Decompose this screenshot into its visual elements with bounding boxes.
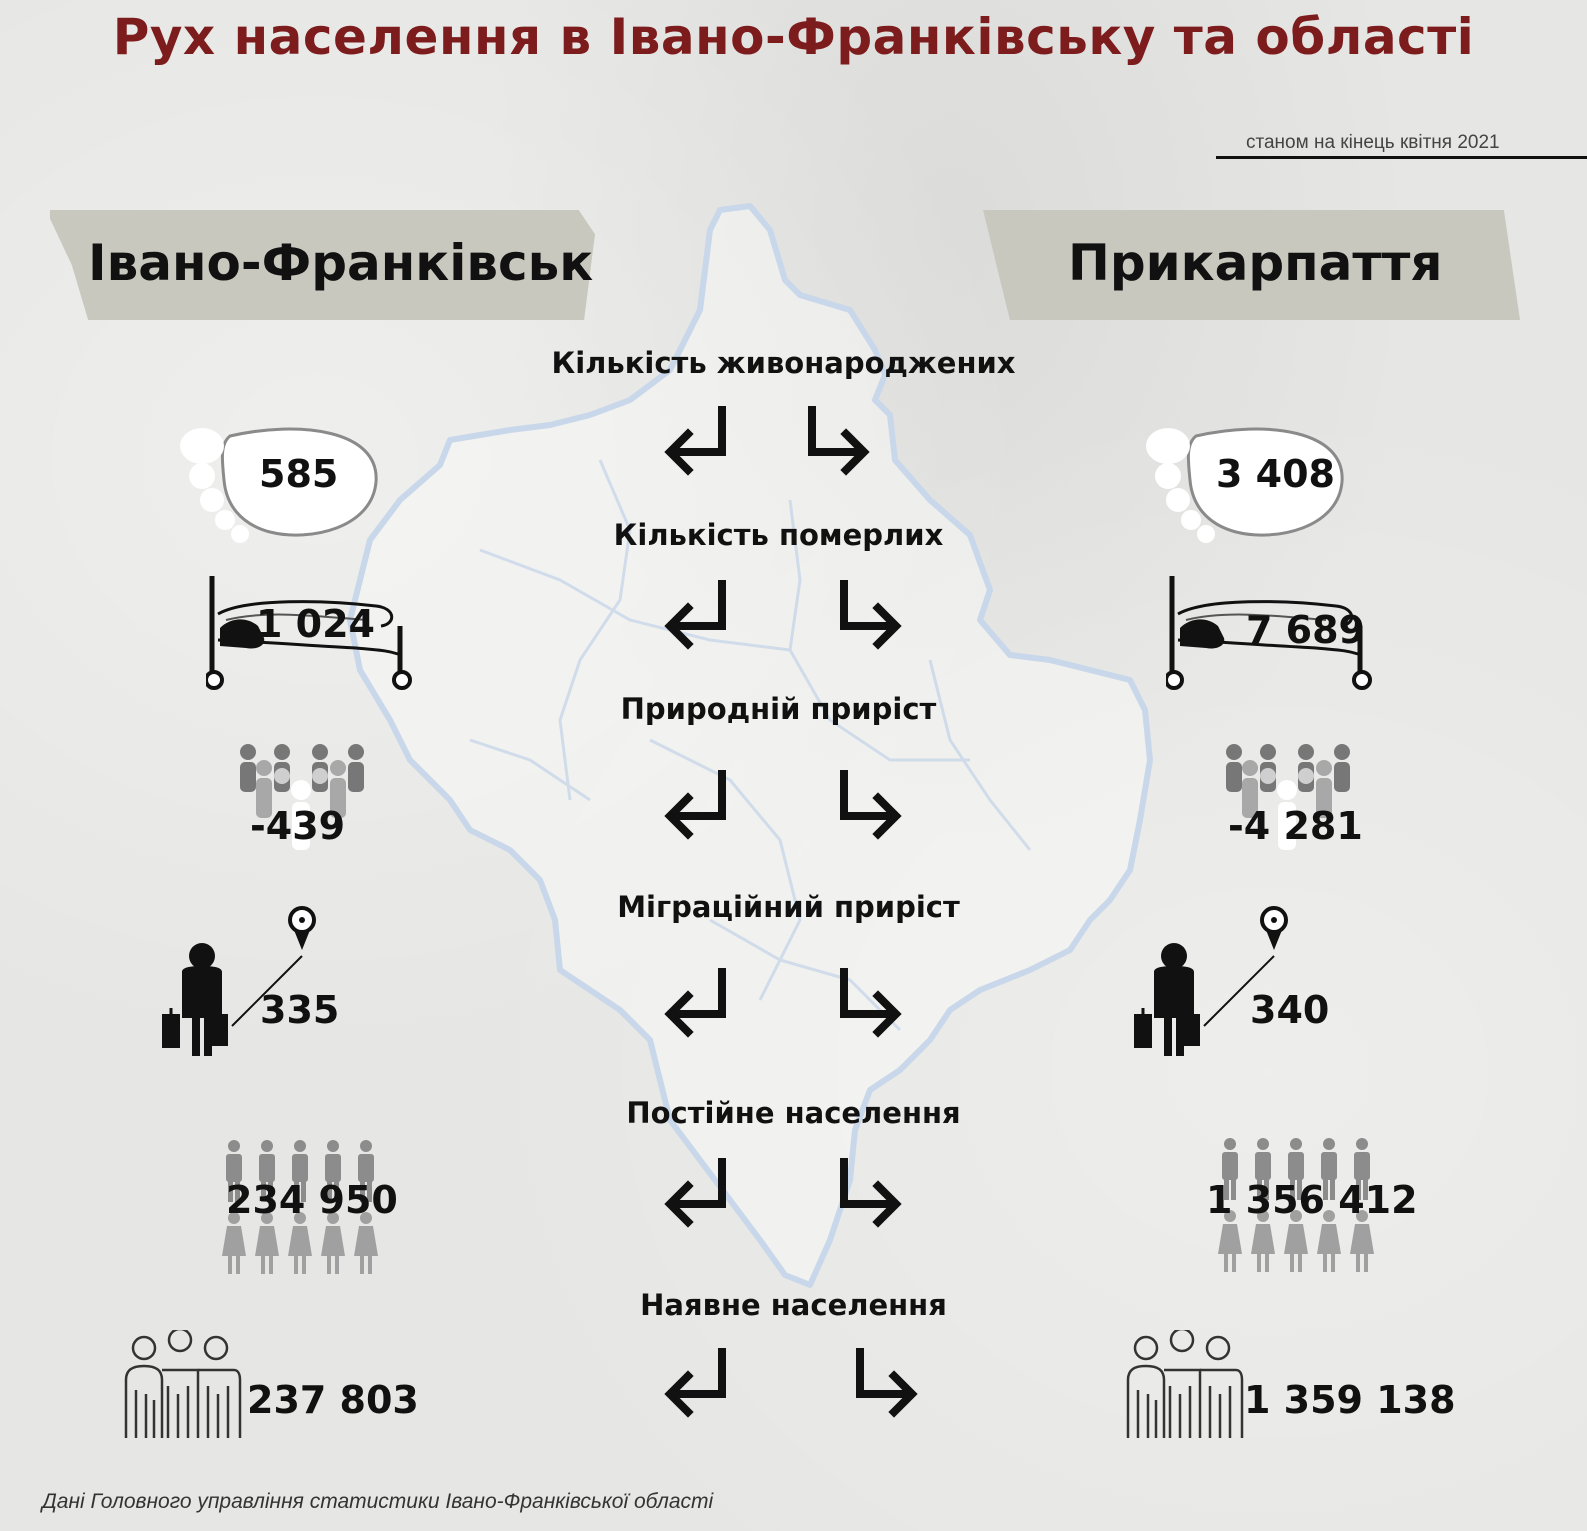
arrow-left-icon — [664, 404, 734, 476]
arrow-left-icon — [664, 578, 734, 650]
column-header-right: Прикарпаття — [1068, 234, 1443, 292]
family-icon — [1124, 1330, 1248, 1446]
traveler-icon — [162, 906, 322, 1066]
metric-label-births: Кількість живонароджених — [551, 346, 1016, 380]
arrow-left-icon — [664, 1346, 734, 1418]
metric-label-natural-growth: Природній приріст — [620, 692, 937, 726]
value-right-permanent-population: 1 356 412 — [1206, 1178, 1418, 1222]
metric-label-present-population: Наявне населення — [640, 1288, 947, 1322]
arrow-right-icon — [840, 768, 910, 840]
source-note: Дані Головного управління статистики Івано-Франківської області — [42, 1490, 714, 1513]
value-left-migration-growth: 335 — [260, 988, 340, 1032]
date-note: станом на кінець квітня 2021 — [1246, 132, 1500, 153]
value-right-natural-growth: -4 281 — [1228, 804, 1363, 848]
arrow-right-icon — [808, 404, 878, 476]
value-right-deaths: 7 689 — [1246, 608, 1365, 652]
family-icon — [122, 1330, 246, 1446]
arrow-left-icon — [664, 1156, 734, 1228]
column-header-left: Івано-Франківськ — [88, 234, 594, 292]
arrow-left-icon — [664, 966, 734, 1038]
value-left-present-population: 237 803 — [247, 1378, 419, 1422]
date-underline — [1216, 156, 1587, 159]
value-left-permanent-population: 234 950 — [226, 1178, 398, 1222]
arrow-right-icon — [840, 1156, 910, 1228]
page-title: Рух населення в Івано-Франківську та області — [112, 8, 1475, 66]
traveler-icon — [1134, 906, 1294, 1066]
value-right-migration-growth: 340 — [1250, 988, 1330, 1032]
metric-label-migration-growth: Міграційний приріст — [617, 890, 960, 924]
arrow-right-icon — [840, 578, 910, 650]
value-left-deaths: 1 024 — [256, 602, 375, 646]
metric-label-permanent-population: Постійне населення — [626, 1096, 961, 1130]
arrow-right-icon — [856, 1346, 926, 1418]
arrow-right-icon — [840, 966, 910, 1038]
value-left-natural-growth: -439 — [250, 804, 346, 848]
value-right-present-population: 1 359 138 — [1244, 1378, 1456, 1422]
metric-label-deaths: Кількість померлих — [613, 518, 944, 552]
value-right-births: 3 408 — [1216, 452, 1335, 496]
arrow-left-icon — [664, 768, 734, 840]
value-left-births: 585 — [259, 452, 339, 496]
